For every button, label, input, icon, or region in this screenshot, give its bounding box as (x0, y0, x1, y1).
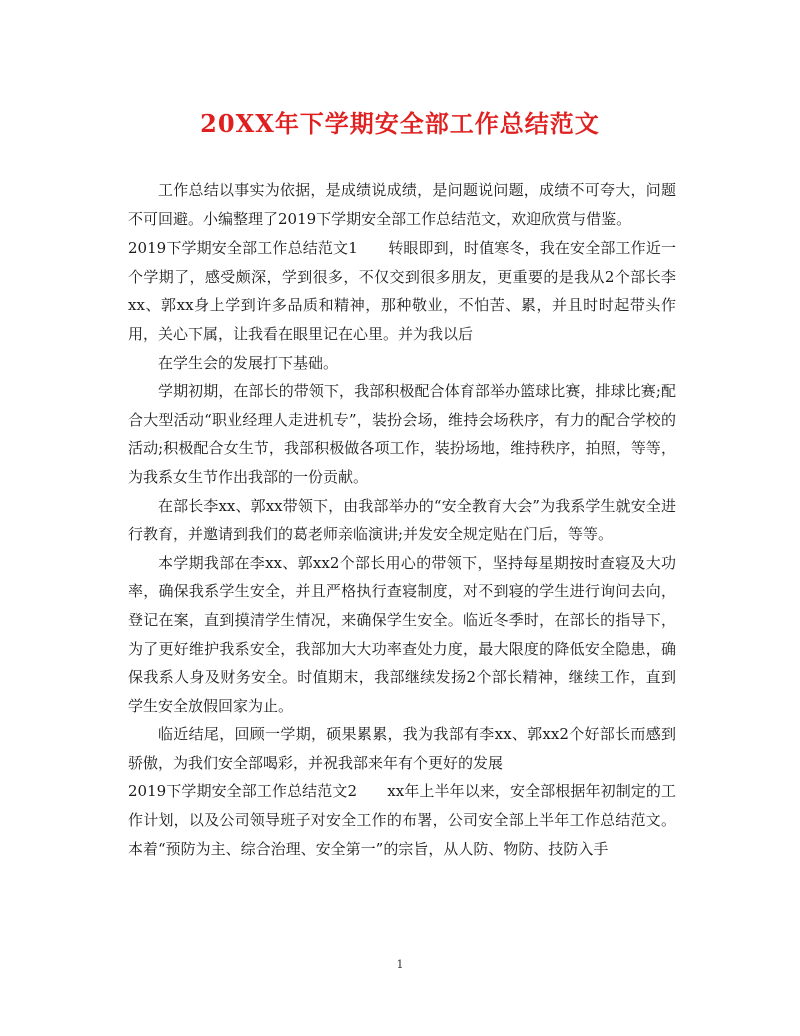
document-title: 20XX年下学期安全部工作总结范文 (200, 109, 600, 138)
paragraph: 在部长李xx、郭xx带领下，由我部举办的“安全教育大会”为我系学生就安全进行教育，并邀请到我们的葛老师亲临演讲;并发安全规定贴在门后，等等。 (128, 496, 676, 544)
section-2-paragraph: 2019下学期安全部工作总结范文2 xx年上半年以来，安全部根据年初制定的工作计划，以及公司领导班子对安全工作的布署，公司安全部上半年工作总结范文。本着“预防为主、综合治理、安全第一”的宗旨，从人防、物防、技防入手 (128, 782, 676, 858)
intro-paragraph: 工作总结以事实为依据，是成绩说成绩，是问题说问题，成绩不可夸大，问题不可回避。小编整理了2019下学期安全部工作总结范文，欢迎欣赏与借鉴。 (128, 181, 676, 228)
paragraph: 在学生会的发展打下基础。 (158, 353, 339, 372)
page-number: 1 (396, 958, 404, 971)
section-1-paragraph: 2019下学期安全部工作总结范文1 转眼即到，时值寒冬，我在安全部工作近一个学期了，感受颇深，学到很多，不仅交到很多朋友，更重要的是我从2个部长李xx、郭xx身上学到许多品质和精神，那种敬业，不怕苦、累，并且时时起带头作用，关心下属，让我看在眼里记在心里。并为我以后 (128, 239, 676, 343)
paragraph: 学期初期，在部长的带领下，我部积极配合体育部举办篮球比赛，排球比赛;配合大型活动“职业经理人走进机专”，装扮会场，维持会场秩序，有力的配合学校的活动;积极配合女生节，我部积极做各项工作，装扮场地，维持秩序，拍照，等等，为我系女生节作出我部的一份贡献。 (128, 382, 676, 486)
document-body (128, 176, 676, 863)
paragraph: 本学期我部在李xx、郭xx2个部长用心的带领下，坚持每星期按时查寝及大功率，确保我系学生安全，并且严格执行查寝制度，对不到寝的学生进行询问去向，登记在案，直到摸清学生情况，来确保学生安全。临近冬季时，在部长的指导下，为了更好维护我系安全，我部加大大功率查处力度，最大限度的降低安全隐患，确保我系人身及财务安全。时值期末，我部继续发扬2个部长精神，继续工作，直到学生安全放假回家为止。 (128, 553, 676, 715)
paragraph: 临近结尾，回顾一学期，硕果累累，我为我部有李xx、郭xx2个好部长而感到骄傲，为我们安全部喝彩，并祝我部来年有个更好的发展 (128, 725, 676, 772)
